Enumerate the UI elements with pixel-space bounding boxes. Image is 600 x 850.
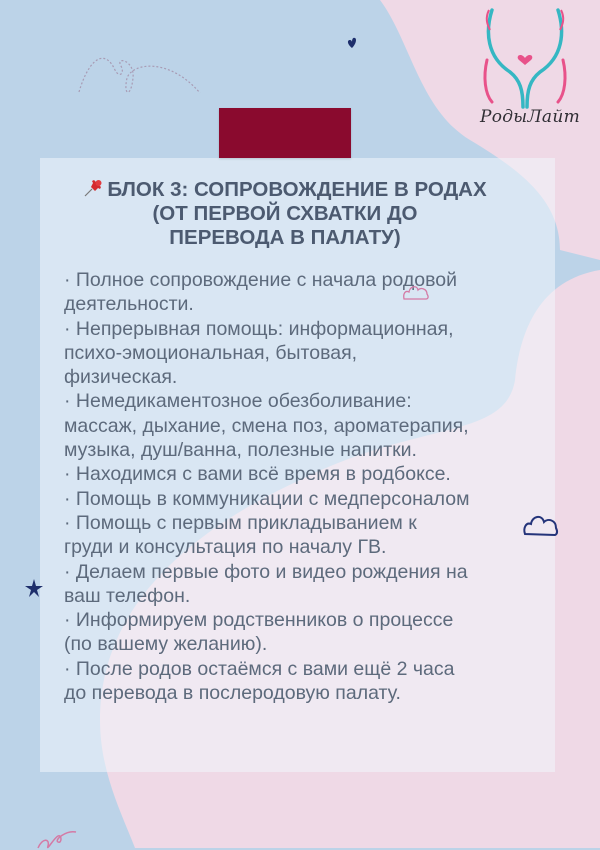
tape-strip [219, 108, 351, 158]
list-item: · Находимся с вами всё время в родбоксе. [64, 463, 451, 486]
list-item: · Делаем первые фото и видео рождения на ваш телефон. [64, 560, 468, 607]
brand-name: РодыЛайт [479, 107, 581, 127]
cloud-icon-small [402, 282, 432, 302]
list-item: · Полное сопровождение с начала родовой деятельности. [64, 269, 457, 316]
list-item: · Помощь в коммуникации с медперсоналом [64, 487, 470, 510]
title-line-1: БЛОК 3: СОПРОВОЖДЕНИЕ В РОДАХ [50, 178, 520, 202]
list-item: · Непрерывная помощь: информационная, психо-эмоциональная, бытовая, физическая. [64, 317, 454, 389]
title-line-2: (ОТ ПЕРВОЙ СХВАТКИ ДО [152, 202, 418, 225]
services-list [64, 268, 544, 705]
title-line-3: ПЕРЕВОДА В ПАЛАТУ) [169, 226, 401, 249]
dashed-squiggle [75, 48, 205, 108]
star-icon [24, 578, 44, 598]
curl-squiggle [36, 828, 86, 850]
list-item: · После родов остаёмся с вами ещё 2 часа до перевода в послеродовую палату. [64, 657, 455, 705]
pushpin-icon [83, 178, 103, 198]
list-item: · Помощь с первым прикладыванием к груди и консультация по началу ГВ. [64, 511, 417, 559]
heart-icon [345, 36, 359, 50]
section-title [50, 178, 520, 250]
list-item: · Немедикаментозное обезболивание: массаж, дыхание, смена поз, ароматерапия, музыка, душ/ванна, полезные напитки. [64, 390, 469, 462]
cloud-icon [522, 512, 562, 538]
list-item: · Информируем родственников о процессе (по вашему желанию). [64, 609, 454, 656]
